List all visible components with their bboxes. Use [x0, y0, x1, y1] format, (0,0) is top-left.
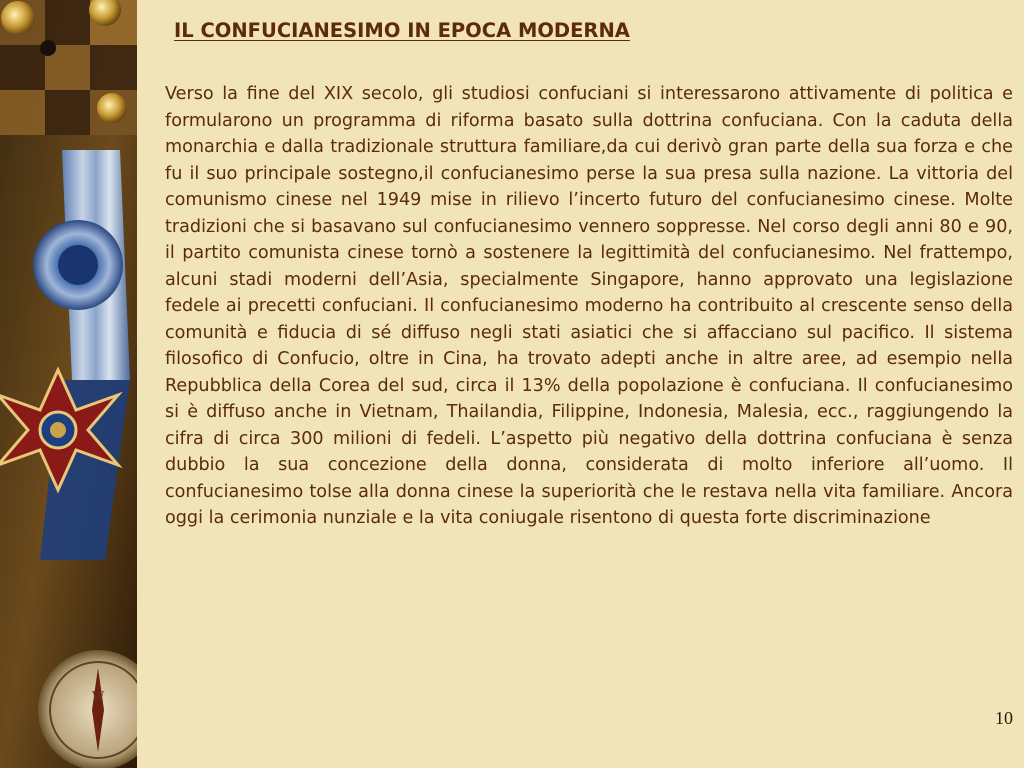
svg-text:W: W — [92, 689, 105, 703]
page-number: 10 — [995, 708, 1013, 728]
slide-title: IL CONFUCIANESIMO IN EPOCA MODERNA — [174, 19, 630, 42]
side-decorative-image — [0, 0, 137, 768]
slide-body-text: Verso la fine del XIX secolo, gli studiosi confuciani si interessarono attivamente di politica e formularono un programma di riforma basato sulla dottrina confuciana. Con la caduta della monarchia e dalla tradizionale struttura familiare,da cui derivò gran parte della sua forza e che fu il suo principale sostegno,il confucianesimo perse la sua presa sulla nazione. La vittoria del comunismo cinese nel 1949 mise in rilievo l’incerto futuro del confucianesimo cinese. Molte tradizioni che si basavano sul confucianesimo vennero soppresse. Nel corso degli anni 80 e 90, il partito comunista cinese tornò a sostenere la legittimità del confucianesimo. Nel frattempo, alcuni stadi moderni dell’Asia, specialmente Singapore, hanno approvato una legislazione fedele ai precetti confuciani. Il confucianesimo moderno ha contribuito al crescente senso della comunità e fiducia di sé diffuso negli stati asiatici che si affacciano sul pacifico. Il sistema filosofico di Confucio, oltre in Cina, ha trovato adepti anche in altre aree, ad esempio nella Repubblica della Corea del sud, circa il 13% della popolazione è confuciana. Il confucianesimo si è diffuso anche in Vietnam, Thailandia, Filippine, Indonesia, Malesia, ecc., raggiungendo la cifra di circa 300 milioni di fedeli. L’aspetto più negativo della dottrina confuciana è senza dubbio la sua concezione della donna, considerata di molto inferiore all’uomo. Il confucianesimo tolse alla donna cinese la superiorità che le restava nella vita familiare. Ancora oggi la cerimonia nunziale e la vita coniugale risentono di questa forte discriminazione — [165, 84, 1013, 528]
